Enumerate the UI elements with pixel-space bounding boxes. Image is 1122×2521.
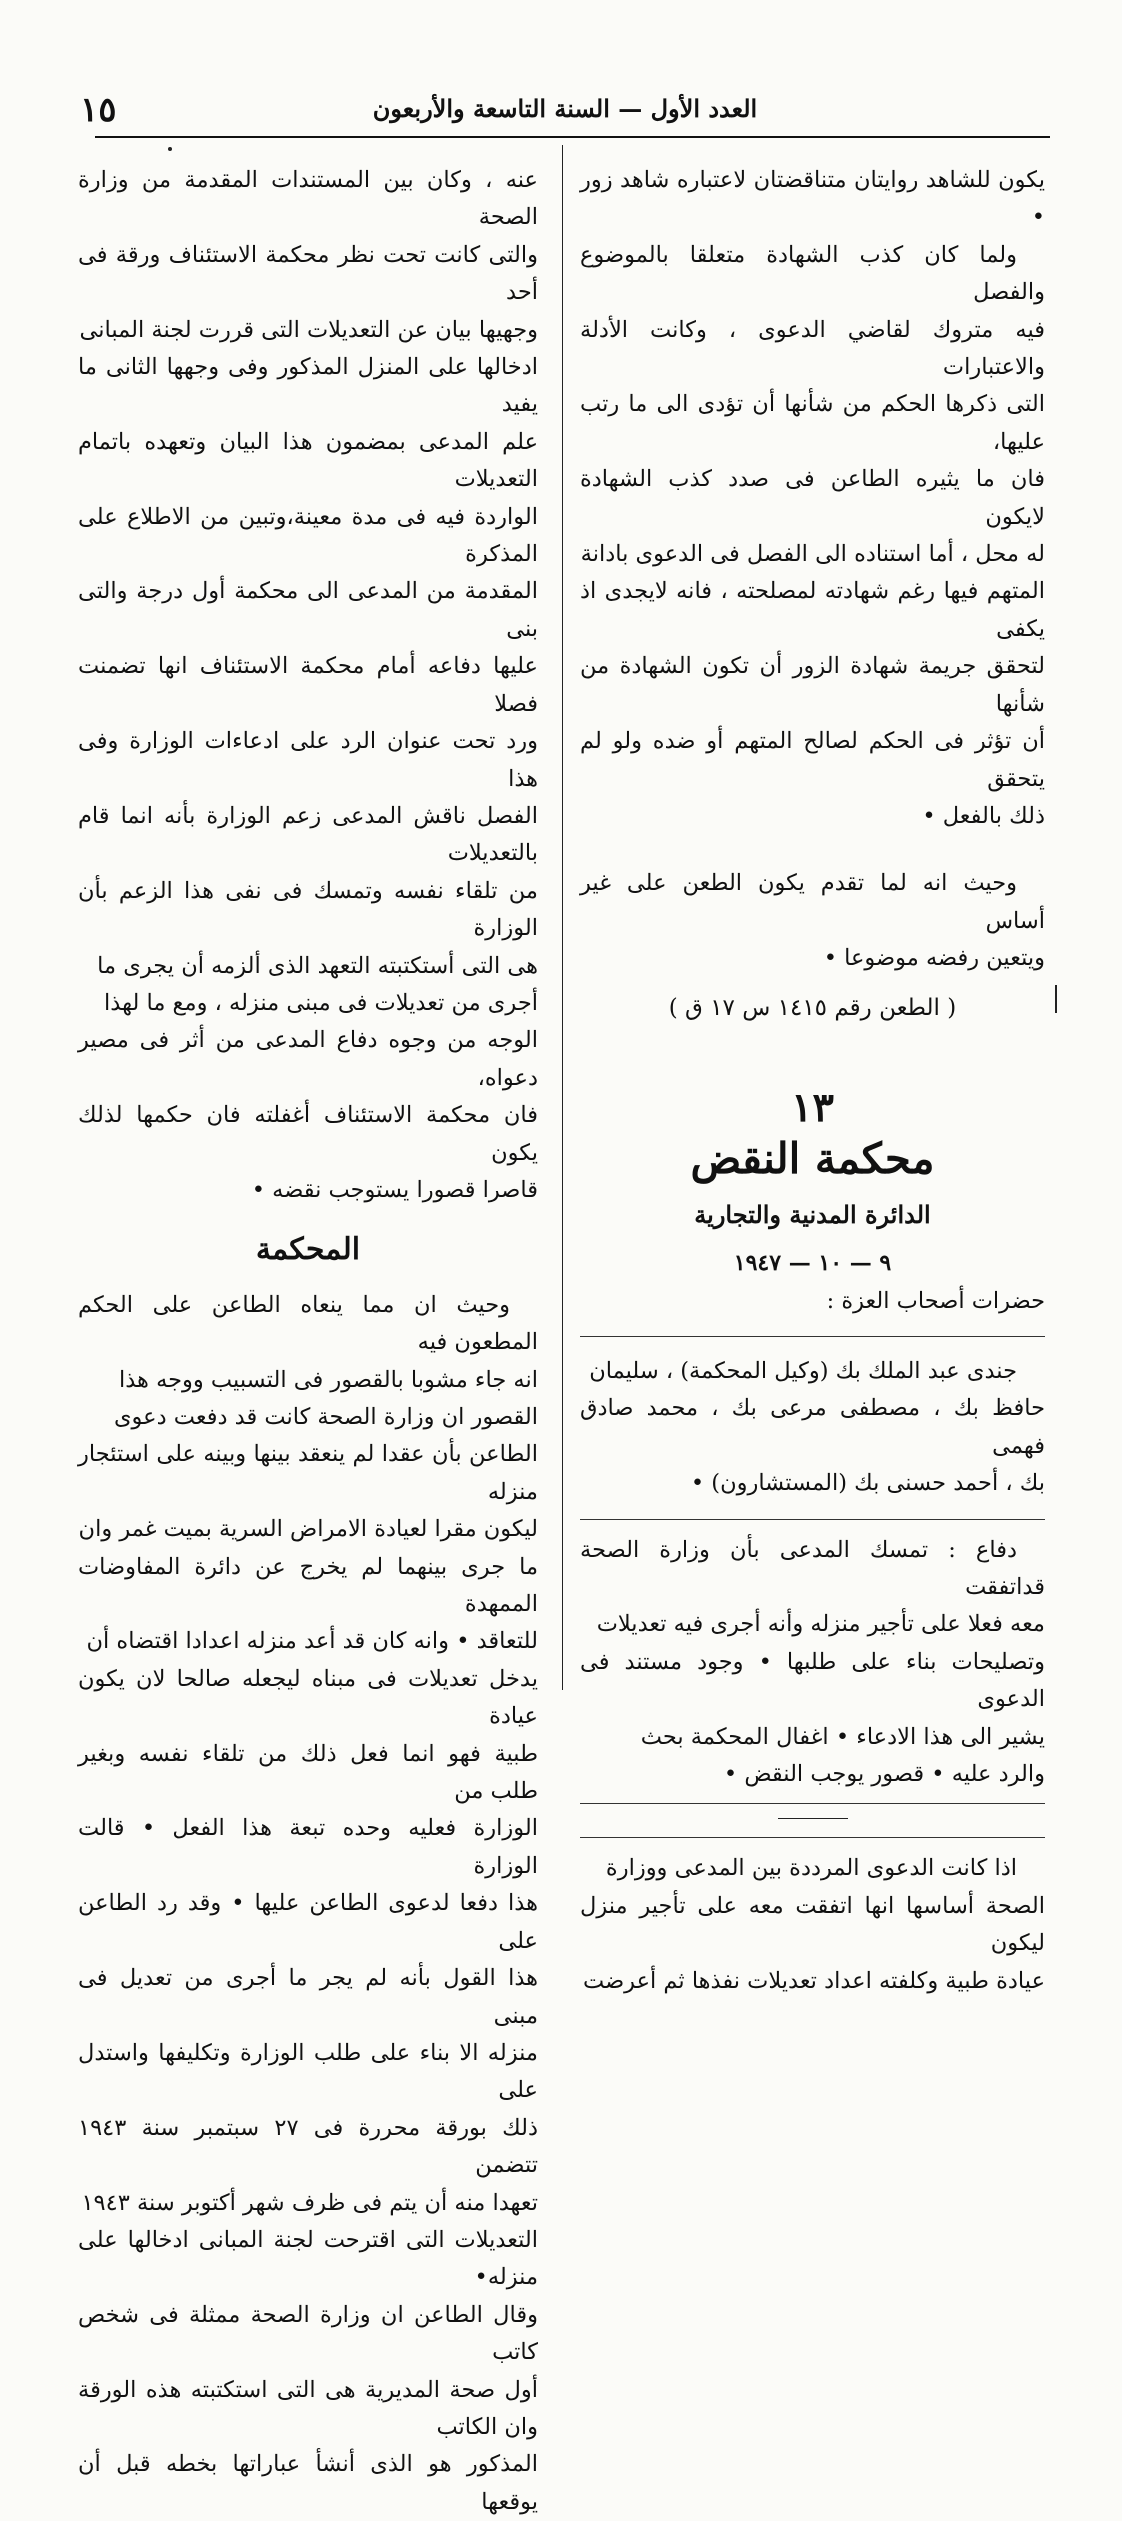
text-line: ذلك بالفعل •	[922, 802, 1045, 829]
text-line: عنه ، وكان بين المستندات المقدمة من وزارة الصحة	[78, 167, 538, 231]
text-line: المقدمة من المدعى الى محكمة أول درجة والتى بنى	[78, 578, 538, 642]
text-line: أن تؤثر فى الحكم لصالح المتهم أو ضده ولو لم يتحقق	[580, 728, 1045, 792]
text-line: قاصرا قصورا يستوجب نقضه •	[251, 1176, 538, 1203]
text-line: وقال الطاعن ان وزارة الصحة ممثلة فى شخص كاتب	[78, 2301, 538, 2366]
text-line: وتصليحات بناء على طلبها • وجود مستند فى الدعوى	[580, 1648, 1045, 1713]
judges-heading: حضرات أصحاب العزة :	[826, 1287, 1045, 1314]
text-line: عيادة طبية وكلفته اعداد تعديلات نفذها ثم أعرضت	[582, 1967, 1045, 1994]
text-line: أجرى من تعديلات فى مبنى منزله ، ومع ما لهذا	[104, 989, 538, 1016]
court-reasoning	[78, 1287, 538, 2521]
continued-principle	[78, 162, 538, 1209]
text-line: والرد عليه • قصور يوجب النقض •	[723, 1761, 1045, 1788]
text-line: التى ذكرها الحكم من شأنها أن تؤدى الى ما رتب عليها،	[580, 391, 1045, 455]
session-date: ٩ — ١٠ — ١٩٤٧	[733, 1250, 892, 1277]
text-line: ويتعين رفضه موضوعا •	[823, 945, 1045, 972]
text-line: دفاع : تمسك المدعى بأن وزارة الصحة قداتفقت	[580, 1536, 1045, 1600]
text-line: ذلك بورقة محررة فى ٢٧ سبتمبر سنة ١٩٤٣ تتضمن	[78, 2114, 539, 2179]
text-line: عليها دفاعه أمام محكمة الاستئناف انها تضمنت فصلا	[78, 653, 538, 717]
short-rule	[778, 1818, 848, 1819]
text-line: الوزارة فعليه وحده تبعة هذا الفعل • قالت الوزارة	[78, 1815, 538, 1879]
text-line: يدخل تعديلات فى مبناه ليجعله صالحا لان يكون عيادة	[78, 1665, 538, 1730]
text-line: طبية فهو انما فعل ذلك من تلقاء نفسه وبغير طلب من	[78, 1740, 538, 1805]
text-line: والتى كانت تحت نظر محكمة الاستئناف ورقة فى أحد	[78, 241, 538, 306]
right-column	[580, 162, 1045, 2010]
text-line: فان محكمة الاستئناف أغفلته فان حكمها لذلك يكون	[78, 1102, 538, 1166]
text-line: لتحقق جريمة شهادة الزور أن تكون الشهادة من شأنها	[580, 653, 1045, 717]
text-line: وجهيها بيان عن التعديلات التى قررت لجنة المبانى	[79, 316, 538, 343]
text-line: الصحة أساسها انها اتفقت معه على تأجير منزل ليكون	[580, 1892, 1045, 1957]
text-line: هى التى أستكتبته التعهد الذى ألزمه أن يجرى ما	[97, 952, 538, 979]
text-line: الطاعن بأن عقدا لم ينعقد بينها وبينه على استئجار منزله	[78, 1441, 538, 1505]
text-line: الفصل ناقش المدعى زعم الوزارة بأنه انما قام بالتعديلات	[78, 802, 538, 867]
text-line: ورد تحت عنوان الرد على ادعاءات الوزارة وفى هذا	[78, 728, 538, 792]
text-line: المتهم فيها رغم شهادته لمصلحته ، فانه لايجدى اذ يكفى	[580, 578, 1045, 642]
text-line: التعديلات التى اقترحت لجنة المبانى ادخالها على منزله•	[78, 2226, 538, 2291]
text-line: الواردة فيه فى مدة معينة،وتبين من الاطلاع على المذكرة	[78, 503, 538, 568]
text-line: علم المدعى بمضمون هذا البيان وتعهده باتمام التعديلات	[78, 428, 538, 493]
text-line: يشير الى هذا الادعاء • اغفال المحكمة بحث	[640, 1723, 1045, 1750]
page-number: ١٥	[80, 90, 117, 130]
text-line: هذا دفعا لدعوى الطاعن عليها • وقد رد الطاعن على	[78, 1890, 538, 1954]
case-citation: ( الطعن رقم ١٤١٥ س ١٧ ق )	[668, 994, 957, 1021]
text-line: يكون للشاهد روايتان متناقضتان لاعتباره شاهد زور •	[580, 167, 1045, 231]
text-line: الوجه من وجوه دفاع المدعى من أثر فى مصير دعواه،	[78, 1027, 538, 1091]
text-line: فان ما يثيره الطاعن فى صدد كذب الشهادة لايكون	[580, 466, 1045, 530]
text-line: المذكور هو الذى أنشأ عباراتها بخطه قبل أن يوقعها	[78, 2451, 538, 2515]
text-line: للتعاقد • وانه كان قد أعد منزله اعدادا اقتضاه أن	[86, 1628, 538, 1655]
text-line: اذا كانت الدعوى المرددة بين المدعى ووزارة	[605, 1855, 1017, 1882]
text-line: منزله الا بناء على طلب الوزارة وتكليفها واستدل على	[78, 2039, 538, 2104]
text-line: هذا القول بأنه لم يجر ما أجرى من تعديل فى مبنى	[78, 1965, 538, 2029]
court-name: محكمة النقض	[690, 1134, 935, 1184]
text-line: أول صحة المديرية هى التى استكتبته هذه الورقة وان الكاتب	[78, 2376, 538, 2440]
text-line: حافظ بك ، مصطفى مرعى بك ، محمد صادق فهمى	[580, 1395, 1045, 1459]
text-line: وحيث انه لما تقدم يكون الطعن على غير أساس	[580, 870, 1045, 934]
margin-mark	[1055, 985, 1057, 1013]
text-line: ليكون مقرا لعيادة الامراض السرية بميت غمر وان	[78, 1516, 538, 1543]
running-title: العدد الأول — السنة التاسعة والأربعون	[372, 94, 758, 123]
text-line: له محل ، أما استناده الى الفصل فى الدعوى بادانة	[580, 541, 1045, 568]
ink-dot	[168, 147, 172, 151]
conclusion-paragraph	[580, 865, 1045, 977]
section-heading: المحكمة	[255, 1232, 361, 1268]
text-line: القصور ان وزارة الصحة كانت قد دفعت دعوى	[113, 1404, 538, 1430]
left-column	[78, 162, 538, 2521]
text-line: معه فعلا على تأجير منزله وأنه أجرى فيه تعديلات	[596, 1611, 1045, 1638]
legal-principle	[580, 1837, 1045, 2010]
text-line: جندى عبد الملك بك (وكيل المحكمة) ، سليمان	[589, 1357, 1017, 1384]
text-line: فيه متروك لقاضي الدعوى ، وكانت الأدلة والاعتبارات	[580, 316, 1045, 381]
defense-summary	[580, 1519, 1045, 1805]
circuit-name: الدائرة المدنية والتجارية	[694, 1199, 931, 1229]
text-line: وحيث ان مما ينعاه الطاعن على الحكم المطعون فيه	[78, 1291, 538, 1356]
judges-list	[580, 1336, 1045, 1503]
text-line: ولما كان كذب الشهادة متعلقا بالموضوع والفصل	[580, 241, 1045, 306]
text-line: من تلقاء نفسه وتمسك فى نفى هذا الزعم بأن الوزارة	[78, 877, 538, 942]
text-line: تعهدا منه أن يتم فى ظرف شهر أكتوبر سنة ١٩٤٣	[81, 2189, 538, 2216]
text-line: بك ، أحمد حسنى بك (المستشارون) •	[690, 1470, 1045, 1497]
text-line: انه جاء مشوبا بالقصور فى التسبيب ووجه هذا	[119, 1366, 538, 1393]
page-header	[80, 82, 1050, 142]
text-line: ما جرى بينهما لم يخرج عن دائرة المفاوضات الممهدة	[78, 1553, 538, 1618]
intro-paragraph	[580, 162, 1045, 835]
column-divider	[562, 145, 563, 1690]
header-rule	[95, 136, 1050, 138]
case-number: ١٣	[791, 1083, 834, 1131]
text-line: ادخالها على المنزل المذكور وفى وجهها الثانى ما يفيد	[78, 354, 538, 418]
